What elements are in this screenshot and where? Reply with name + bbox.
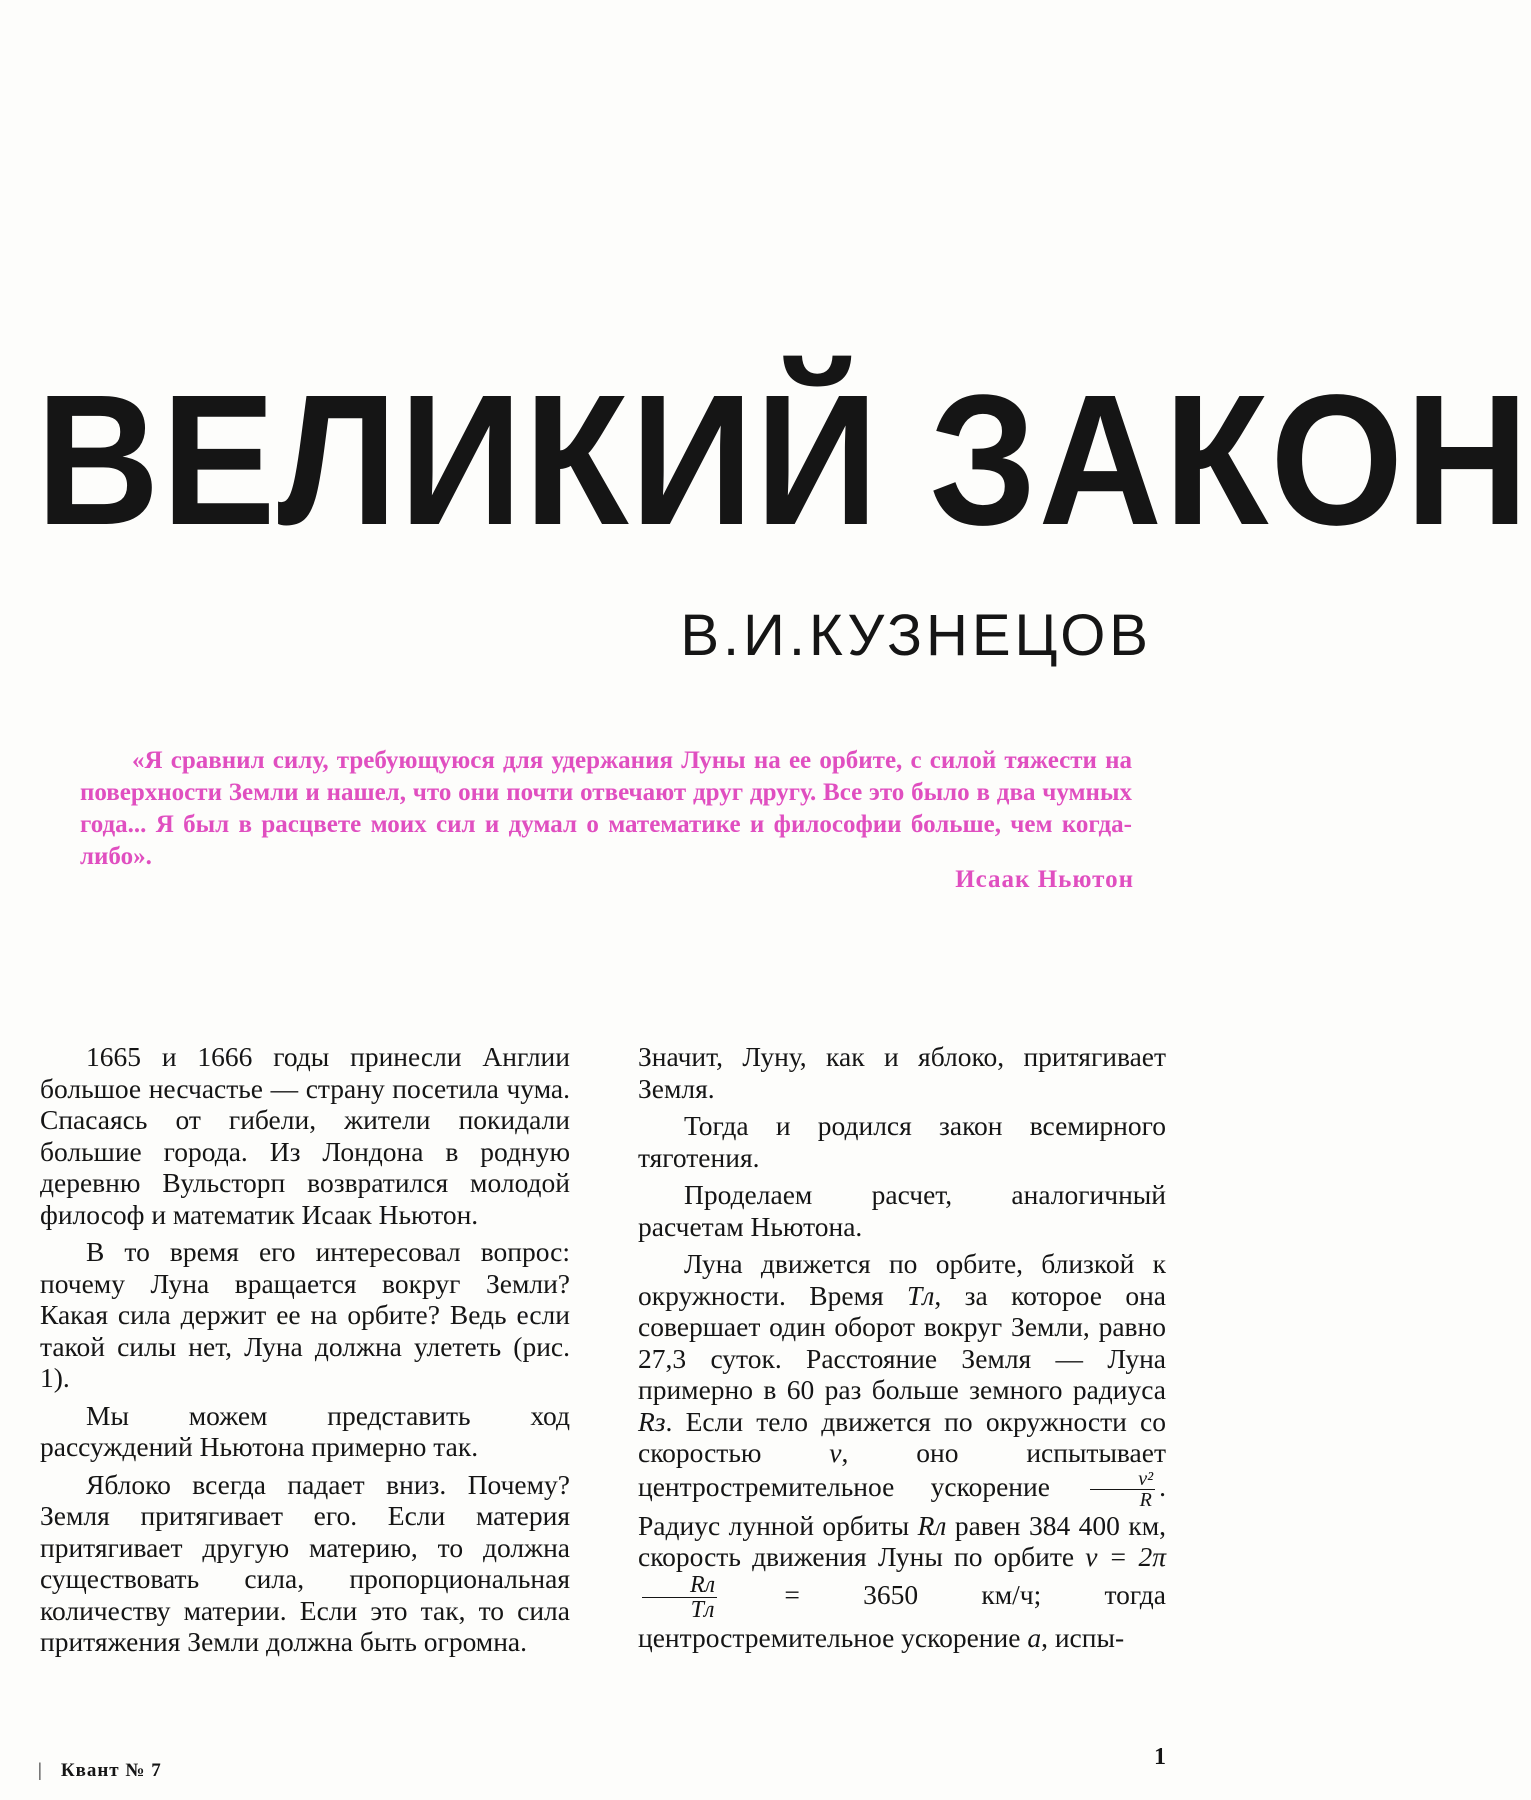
variable-a: a (1027, 1621, 1042, 1653)
paragraph: Значит, Луну, как и яблоко, притягивает Земля. (638, 1041, 1166, 1104)
text-run: , оно испытывает центростремительное ускорение (638, 1437, 1166, 1502)
journal-name: Квант № 7 (60, 1760, 162, 1781)
epigraph-attribution: Исаак Ньютон (955, 866, 1134, 893)
paragraph: Проделаем расчет, аналогичный расчетам Ньютона. (638, 1179, 1166, 1242)
fraction-v2-over-R (1090, 1469, 1155, 1510)
epigraph-quote: «Я сравнил силу, требующуюся для удержания Луны на ее орбите, с силой тяжести на поверхности Земли и нашел, что они почти отвечают друг другу. Все это было в два чумных года... Я был в расцвете моих сил и думал о математике и философии больше, чем когда-либо». (80, 747, 1132, 870)
text-run: Луна движется по орбите, близкой к окружности. Время (638, 1248, 1166, 1311)
text-run: , испы- (1041, 1621, 1125, 1653)
fraction-R-over-T (642, 1573, 717, 1622)
paragraph: Тогда и родился закон всемирного тяготения. (638, 1110, 1166, 1173)
footer-bar: | (38, 1760, 43, 1781)
variable-R-moon: Rл (917, 1509, 947, 1541)
left-column (40, 1041, 570, 1664)
variable-T-moon: Tл (907, 1279, 935, 1311)
formula-prefix: v = 2π (1085, 1541, 1166, 1572)
fraction-numerator: Rл (642, 1573, 717, 1598)
text-run: равен 384 400 км, скорость движения Луны по орбите (638, 1509, 1166, 1572)
fraction-denominator: Tл (690, 1596, 715, 1623)
paragraph-with-formulas (638, 1248, 1166, 1653)
article-title: ВЕЛИКИЙ ЗАКОН (36, 357, 1531, 564)
paragraph: 1665 и 1666 годы принесли Англии большое несчастье — страну посетила чума. Спасаясь от гибели, жители покидали большие города. Из Лондона в родную деревню Вульсторп возвратился молодой философ и математик Исаак Ньютон. (40, 1041, 570, 1230)
variable-R-earth: Rз (638, 1405, 666, 1437)
text-run: , за которое она совершает один оборот вокруг Земли, равно 27,3 суток. Расстояние Земля — Луна примерно в 60 раз больше земного радиуса (638, 1279, 1167, 1405)
footer-journal (38, 1760, 162, 1782)
text-run: . Если тело движется по окружности со скоростью (638, 1405, 1166, 1468)
formula-suffix: = 3650 км/ч (721, 1578, 1034, 1610)
paragraph: Яблоко всегда падает вниз. Почему? Земля притягивает его. Если материя притягивает другую материю, то должна существовать сила, пропорциональная количеству материи. Если это так, то сила притяжения Земли должна быть огромна. (40, 1468, 570, 1657)
paragraph: Мы можем представить ход рассуждений Ньютона примерно так. (40, 1399, 570, 1462)
text-run: . Радиус лунной орбиты (638, 1470, 1166, 1541)
variable-v: v (829, 1437, 842, 1468)
page-number: 1 (1154, 1744, 1166, 1770)
fraction-denominator: R (1139, 1488, 1152, 1511)
article-author: В.И.КУЗНЕЦОВ (680, 603, 1152, 668)
text-run: ; тогда центростремительное ускорение (638, 1578, 1167, 1653)
fraction-numerator: v² (1090, 1469, 1155, 1490)
paragraph: В то время его интересовал вопрос: почему Луна вращается вокруг Земли? Какая сила держит ее на орбите? Ведь если такой силы нет, Луна должна улететь (рис. 1). (40, 1236, 570, 1393)
right-column (638, 1041, 1166, 1659)
